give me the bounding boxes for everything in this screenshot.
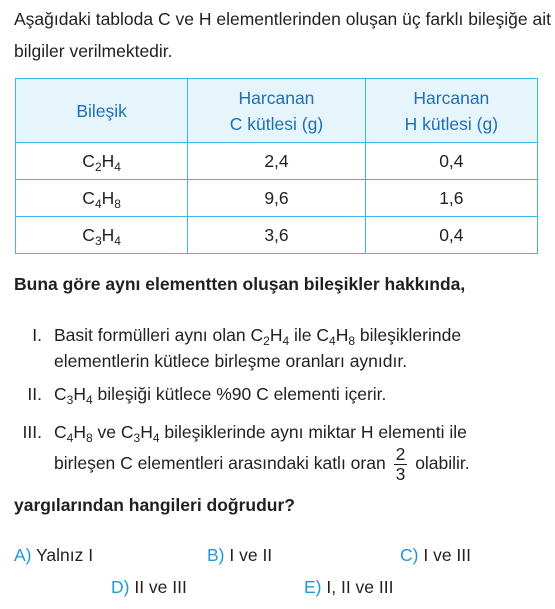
- header-c-mass-line1: Harcanan: [238, 87, 315, 108]
- c-mass-cell: 9,6: [188, 180, 365, 217]
- header-c-mass-line2: C kütlesi (g): [229, 113, 324, 134]
- ratio-fraction: [394, 445, 408, 484]
- header-h-mass-line1: Harcanan: [413, 87, 490, 108]
- formula-part: C: [82, 150, 95, 171]
- statement-1: [14, 322, 554, 374]
- option-letter: D): [111, 577, 130, 597]
- h-mass-cell: 1,6: [365, 180, 537, 217]
- option-c[interactable]: [400, 545, 471, 566]
- option-b[interactable]: [207, 545, 272, 566]
- header-h-mass: [365, 79, 537, 143]
- roman-numeral: III.: [22, 422, 42, 442]
- c-mass-cell: 3,6: [188, 217, 365, 254]
- roman-numeral: II.: [27, 384, 42, 404]
- formula-part: H: [101, 187, 115, 208]
- statement-2-line1: $C_3H_4$ bileşiği kütlece %90 C elementi içerir.: [54, 384, 387, 407]
- roman-numeral: I.: [32, 325, 42, 345]
- option-d[interactable]: [111, 577, 187, 598]
- compound-cell: [16, 180, 188, 217]
- compound-cell: [16, 143, 188, 180]
- formula-subscript: 4: [94, 196, 102, 211]
- formula-part: C: [82, 224, 95, 245]
- question-prompt: yargılarından hangileri doğrudur?: [14, 495, 295, 515]
- formula-part: C: [82, 187, 95, 208]
- statement-2: [14, 381, 554, 407]
- table-row: [16, 180, 538, 217]
- h-mass-cell: 0,4: [365, 143, 537, 180]
- fraction-denominator: 3: [395, 464, 406, 484]
- statement-3-line1: $C_4H_8$ ve $C_3H_4$ bileşiklerinde aynı miktar H elementi ile: [54, 422, 467, 445]
- table-row: [16, 143, 538, 180]
- table-row: [16, 217, 538, 254]
- header-c-mass: [188, 79, 365, 143]
- fraction-numerator: 2: [395, 444, 406, 464]
- option-text: II ve III: [134, 577, 187, 597]
- option-text: I ve II: [229, 545, 273, 565]
- option-letter: B): [207, 545, 225, 565]
- option-letter: A): [14, 545, 32, 565]
- statement-3-line2: [54, 445, 470, 484]
- formula-part: H: [101, 224, 115, 245]
- statement-1-line2: elementlerin kütlece birleşme oranları aynıdır.: [54, 351, 408, 371]
- option-text: I, II ve III: [326, 577, 394, 597]
- option-text: Yalnız I: [36, 545, 94, 565]
- option-letter: E): [304, 577, 322, 597]
- option-letter: C): [400, 545, 419, 565]
- statement-3-text: birleşen C elementleri arasındaki katlı oran: [54, 453, 386, 474]
- statement-1-line1: Basit formülleri aynı olan $C_2H_4$ ile $C_4H_8$ bileşiklerinde: [54, 325, 462, 348]
- option-a[interactable]: [14, 545, 93, 566]
- h-mass-cell: 0,4: [365, 217, 537, 254]
- option-e[interactable]: [304, 577, 393, 598]
- compound-cell: [16, 217, 188, 254]
- header-h-mass-line2: H kütlesi (g): [404, 113, 499, 134]
- formula-subscript: 3: [94, 233, 102, 248]
- statement-3: [14, 419, 554, 489]
- question-stem: Buna göre aynı elementten oluşan bileşikler hakkında,: [14, 274, 466, 294]
- intro-text: Aşağıdaki tabloda C ve H elementlerinden oluşan üç farklı bileşiğe ait bilgiler verilmektedir.: [14, 9, 551, 61]
- formula-subscript: 4: [114, 159, 121, 174]
- table-header-row: [16, 79, 538, 143]
- formula-subscript: 2: [94, 159, 102, 174]
- header-compound: Bileşik: [16, 79, 188, 143]
- formula-subscript: 8: [114, 196, 121, 211]
- c-mass-cell: 2,4: [188, 143, 365, 180]
- option-text: I ve III: [423, 545, 471, 565]
- formula-part: H: [101, 150, 115, 171]
- statement-3-tail: olabilir.: [415, 453, 470, 474]
- formula-subscript: 4: [114, 233, 121, 248]
- compound-table: [15, 78, 538, 254]
